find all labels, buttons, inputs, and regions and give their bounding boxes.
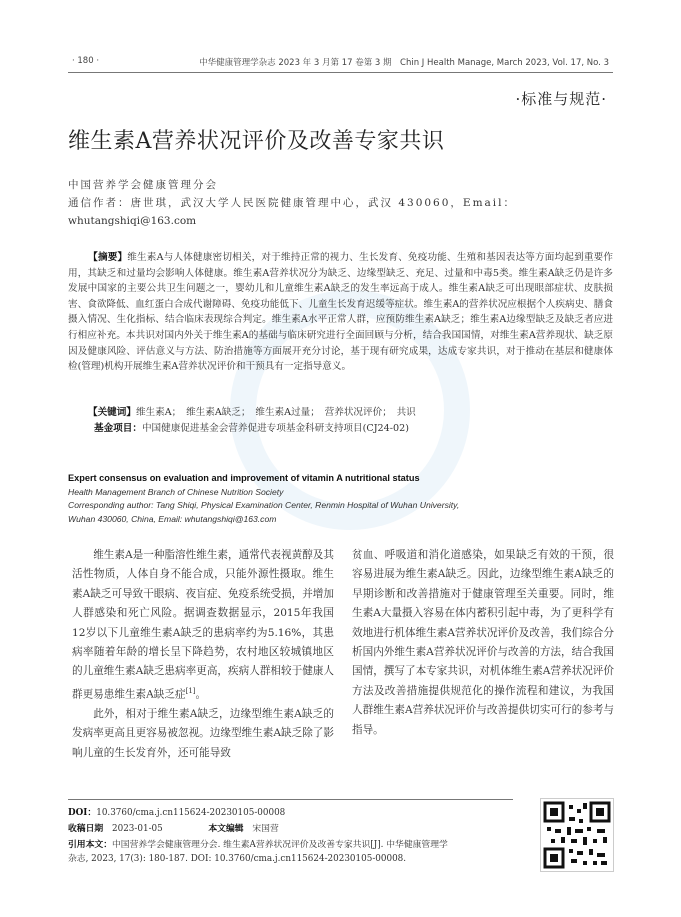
- article-title: 维生素A营养状况评价及改善专家共识: [68, 129, 445, 154]
- body-paragraph: 此外，相对于维生素A缺乏，边缘型维生素A缺乏的发病率更高且更容易被忽视。边缘型维生素A缺乏除了影响儿童的生长发育外，还可能导致: [72, 707, 334, 759]
- english-org: Health Management Branch of Chinese Nutrition Society: [68, 486, 284, 497]
- body-paragraph: 维生素A是一种脂溶性维生素，通常代表视黄醇及其活性物质，人体自身不能合成，只能外源性摄取。维生素A缺乏可导致干眼病、夜盲症、免疫系统受损，并增加人群感染和死亡风险。据调查数据显示，2015年我国12岁以下儿童维生素A缺乏的患病率约为5.16%，其患病率随着年龄的增长呈下降趋势，农村地区较城镇地区的儿童维生素A缺乏患病率更高，疾病人群相较于健康人群更易患维生素A缺乏症[1]。: [72, 549, 334, 701]
- english-corr-line1: Corresponding author: Tang Shiqi, Physical Examination Center, Renmin Hospital of Wuhan University,: [68, 500, 460, 510]
- body-right-column: [352, 546, 614, 740]
- english-abstract: [68, 472, 613, 526]
- abstract-text: 维生素A与人体健康密切相关，对于维持正常的视力、生长发育、免疫功能、生殖和基因表达等方面均起到重要作用，其缺乏和过量均会影响人体健康。维生素A营养状况分为缺乏、边缘型缺乏、充足、过量和中毒5类。维生素A缺乏仍是许多发展中国家的主要公共卫生问题之一，婴幼儿和儿童维生素A缺乏的发生率远高于成人。维生素A缺乏可出现眼部症状、皮肤损害、食欲降低、血红蛋白合成代谢障碍、免疫功能低下、儿童生长发育迟缓等症状。维生素A的营养状况应根据个人疾病史、膳食摄入情况、生化指标、结合临床表现综合判定。维生素A水平正常人群，应预防维生素A缺乏；维生素A边缘型缺乏及缺乏者应进行相应补充。本共识对国内外关于维生素A的基础与临床研究进行全面回顾与分析，结合我国国情，对维生素A营养现状、缺乏原因及健康风险、评估意义与方法、防治措施等方面展开充分讨论，基于现有研究成果，达成专家共识，对于推动在基层和健康体检(管理)机构开展维生素A营养状况评价和干预具有一定指导意义。: [68, 252, 613, 373]
- fund-label: 基金项目：: [94, 423, 142, 434]
- header-rule: [68, 72, 613, 73]
- keywords-label: 【关键词】: [88, 407, 136, 418]
- abstract-label: 【摘要】: [88, 252, 128, 263]
- fund: [68, 421, 613, 437]
- abstract: [68, 250, 613, 375]
- cite-line-2: 杂志, 2023, 17(3): 180-187. DOI: 10.3760/cma.j.cn115624-20230105-00008.: [68, 854, 407, 864]
- keywords: [68, 405, 613, 421]
- doi-link[interactable]: 10.3760/cma.j.cn115624-20230105-00008: [96, 808, 286, 818]
- body-left-column: [72, 546, 334, 763]
- english-corr-line2: Wuhan 430060, China, Email: whutangshiqi@163.com: [68, 513, 277, 524]
- footer-rule: [68, 799, 513, 800]
- citation-ref[interactable]: [1]: [185, 686, 196, 695]
- dates-line: 收稿日期 2023-01-05 本文编辑 宋国营: [68, 824, 279, 834]
- section-tag: ·标准与规范·: [515, 90, 607, 108]
- doi-line: DOI：10.3760/cma.j.cn115624-20230105-00008: [68, 808, 286, 818]
- qr-code-icon[interactable]: [540, 798, 614, 872]
- journal-header: 中华健康管理学杂志 2023 年 3 月第 17 卷第 3 期 Chin J Health Manage, March 2023, Vol. 17, No. 3: [199, 58, 609, 68]
- corresponding-email: whutangshiqi@163.com: [68, 215, 197, 227]
- author-org: 中国营养学会健康管理分会: [68, 179, 218, 191]
- corresponding-author: 通信作者：唐世琪，武汉大学人民医院健康管理中心，武汉 430060，Email：: [68, 197, 517, 209]
- english-title: Expert consensus on evaluation and improvement of vitamin A nutritional status: [68, 473, 420, 483]
- fund-text: 中国健康促进基金会营养促进专项基金科研支持项目(CJ24-02): [141, 423, 409, 434]
- keywords-text: 维生素A； 维生素A缺乏； 维生素A过量； 营养状况评价； 共识: [135, 407, 416, 418]
- body-paragraph: 贫血、呼吸道和消化道感染，如果缺乏有效的干预，很容易进展为维生素A缺乏。因此，边缘型维生素A缺乏的早期诊断和改善措施对于健康管理至关重要。同时，维生素A大量摄入容易在体内蓄积引起中毒，为了更科学有效地进行机体维生素A营养状况评价及改善，我们综合分析国内外维生素A营养状况评价与改善的方法，结合我国国情，撰写了本专家共识，对机体维生素A营养状况评价方法及改善措施提供规范化的操作流程和建议，为我国人群维生素A营养状况评价与改善提供切实可行的参考与指导。: [352, 549, 614, 736]
- cite-line: 引用本文：中国营养学会健康管理分会. 维生素A营养状况评价及改善专家共识[J]. 中华健康管理学: [68, 840, 448, 850]
- page-number: · 180 ·: [72, 56, 100, 66]
